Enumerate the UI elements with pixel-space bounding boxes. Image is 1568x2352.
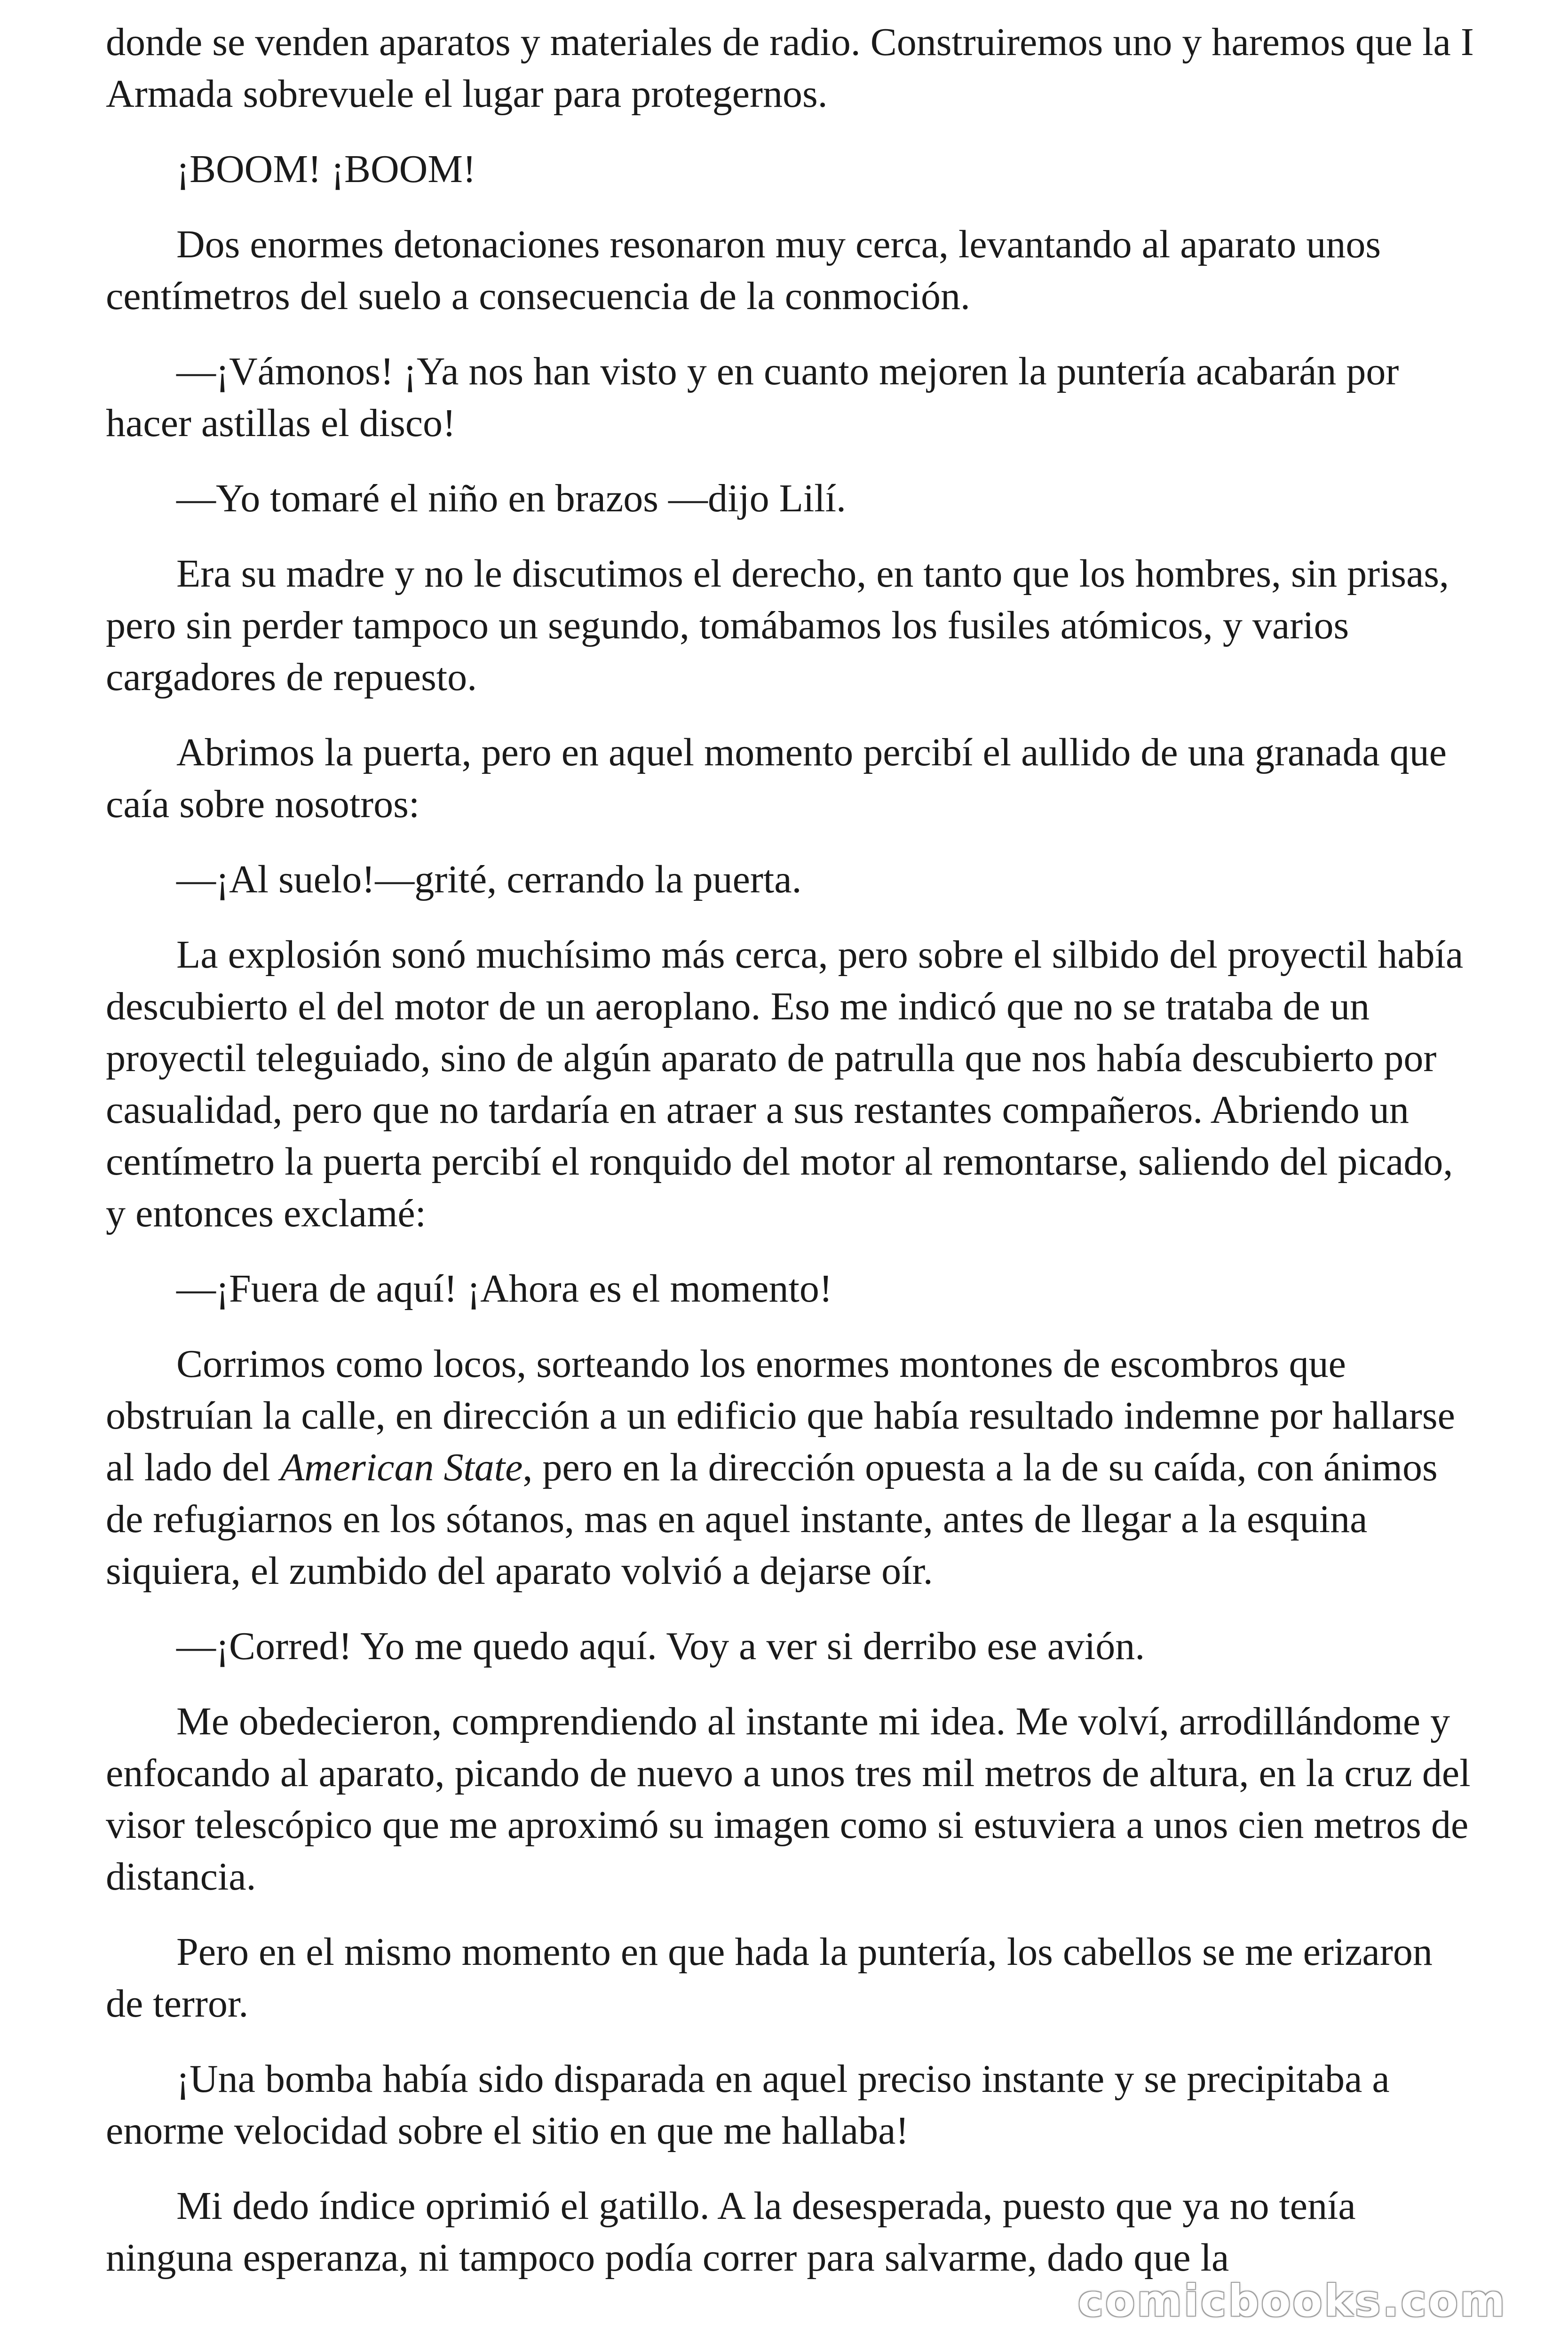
- paragraph-3: Dos enormes detonaciones resonaron muy cerca, levantando al aparato unos centímetros del suelo a consecuencia de la conmoción.: [106, 222, 1381, 318]
- paragraph-11: [106, 1338, 1479, 1597]
- paragraph-1: donde se venden aparatos y materiales de radio. Construiremos uno y haremos que la I Armada sobrevuele el lugar para protegernos.: [106, 20, 1474, 116]
- paragraph-4: —¡Vámonos! ¡Ya nos han visto y en cuanto mejoren la puntería acabarán por hacer astillas el disco!: [106, 350, 1399, 445]
- text-body: [106, 16, 1479, 2284]
- paragraph-15: ¡Una bomba había sido disparada en aquel preciso instante y se precipitaba a enorme velocidad sobre el sitio en que me hallaba!: [106, 2057, 1390, 2153]
- paragraph-6: Era su madre y no le discutimos el derecho, en tanto que los hombres, sin prisas, pero sin perder tampoco un segundo, tomábamos los fusiles atómicos, y varios cargadores de repuesto.: [106, 552, 1449, 699]
- paragraph-16: Mi dedo índice oprimió el gatillo. A la desesperada, puesto que ya no tenía ninguna esperanza, ni tampoco podía correr para salvarme, dado que la: [106, 2184, 1356, 2280]
- paragraph-11-start: Corrimos como locos, sorteando los enormes montones de escombros que obstruían la calle, en dirección a un edificio que había resultado indemne por hallarse al lado del: [106, 1342, 1455, 1489]
- paragraph-5: —Yo tomaré el niño en brazos —dijo Lilí.: [176, 477, 846, 520]
- paragraph-14: Pero en el mismo momento en que hada la puntería, los cabellos se me erizaron de terror.: [106, 1930, 1433, 2026]
- paragraph-2: ¡BOOM! ¡BOOM!: [176, 147, 476, 191]
- watermark: comicbooks.com: [1077, 2276, 1507, 2326]
- paragraph-7: Abrimos la puerta, pero en aquel momento percibí el aullido de una granada que caía sobre nosotros:: [106, 731, 1447, 826]
- paragraph-10: —¡Fuera de aquí! ¡Ahora es el momento!: [176, 1267, 832, 1311]
- paragraph-13: Me obedecieron, comprendiendo al instante mi idea. Me volví, arrodillándome y enfocando al aparato, picando de nuevo a unos tres mil metros de altura, en la cruz del visor telescópico que me aproximó su imagen como si estuviera a unos cien metros de distancia.: [106, 1700, 1471, 1899]
- ship-name-italic: American State: [280, 1446, 523, 1489]
- paragraph-12: —¡Corred! Yo me quedo aquí. Voy a ver si derribo ese avión.: [176, 1624, 1145, 1668]
- paragraph-9: La explosión sonó muchísimo más cerca, pero sobre el silbido del proyectil había descubierto el del motor de un aeroplano. Eso me indicó que no se trataba de un proyectil teleguiado, sino de algún aparato de patrulla que nos había descubierto por casualidad, pero que no tardaría en atraer a sus restantes compañeros. Abriendo un centímetro la puerta percibí el ronquido del motor al remontarse, saliendo del picado, y entonces exclamé:: [106, 933, 1464, 1235]
- paragraph-11-end: , pero en la dirección opuesta a la de su caída, con ánimos de refugiarnos en los sótanos, mas en aquel instante, antes de llegar a la esquina siquiera, el zumbido del aparato volvió a dejarse oír.: [106, 1446, 1438, 1593]
- paragraph-8: —¡Al suelo!—grité, cerrando la puerta.: [176, 858, 802, 901]
